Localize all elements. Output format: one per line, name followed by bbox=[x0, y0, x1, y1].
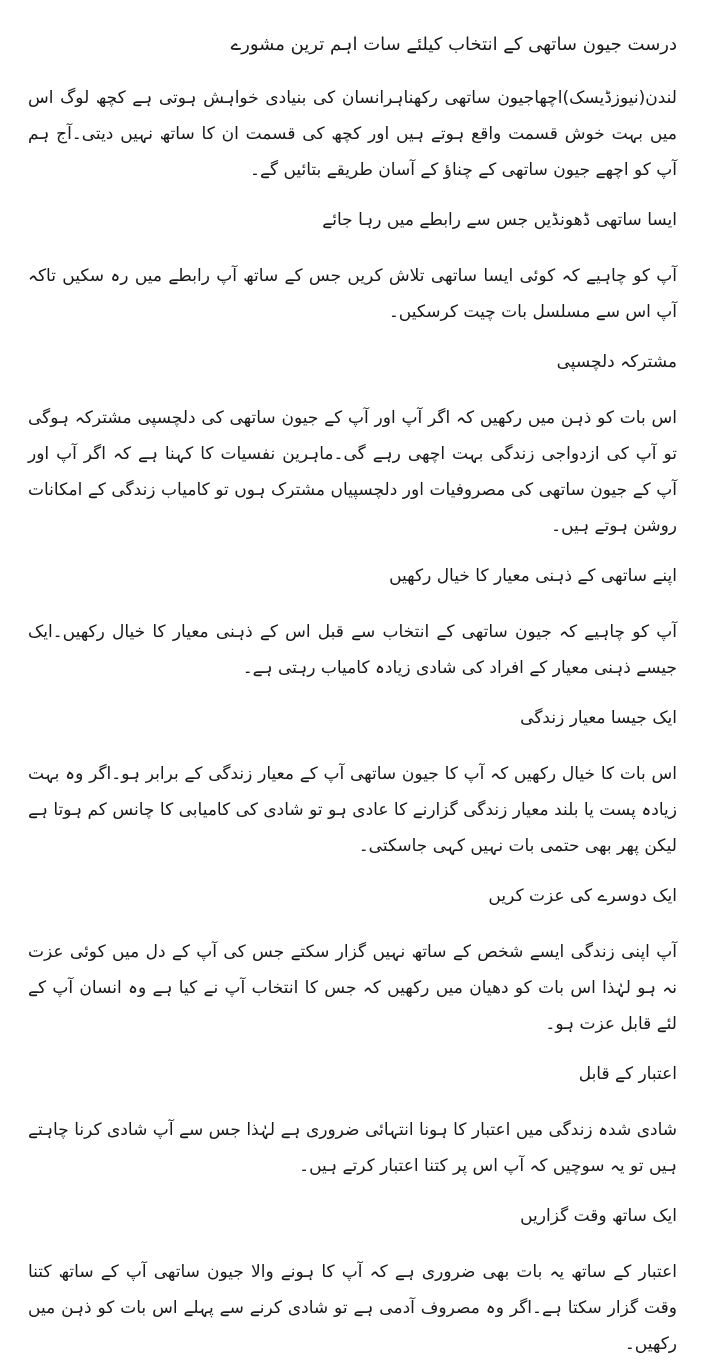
section-heading: ایسا ساتھی ڈھونڈیں جس سے رابطے میں رہا جائے bbox=[322, 210, 677, 230]
section-paragraph: آپ کو چاہیے کہ جیون ساتھی کے انتخاب سے قبل اس کے ذہنی معیار کا خیال رکھیں۔ایک جیسے ذہنی معیار کے افراد کی شادی زیادہ کامیاب رہتی ہے۔ bbox=[28, 622, 677, 678]
section-heading: اپنے ساتھی کے ذہنی معیار کا خیال رکھیں bbox=[389, 566, 677, 586]
section-heading: اعتبار کے قابل bbox=[578, 1064, 677, 1084]
section-heading: ایک دوسرے کی عزت کریں bbox=[488, 886, 677, 906]
article-title: درست جیون ساتھی کے انتخاب کیلئے سات اہم ترین مشورے bbox=[230, 34, 677, 55]
section-paragraph: شادی شدہ زندگی میں اعتبار کا ہونا انتہائی ضروری ہے لہٰذا جس سے آپ شادی کرنا چاہتے ہیں تو یہ سوچیں کہ آپ اس پر کتنا اعتبار کرتے ہیں۔ bbox=[28, 1120, 677, 1176]
section-paragraph: اس بات کا خیال رکھیں کہ آپ کا جیون ساتھی آپ کے معیار زندگی کے برابر ہو۔اگر وہ بہت زیادہ پست یا بلند معیار زندگی گزارنے کا عادی ہو تو شادی کی کامیابی کا چانس کم ہوتا ہے لیکن پھر بھی حتمی بات نہیں کہی جاسکتی۔ bbox=[28, 764, 677, 856]
section-paragraph: آپ اپنی زندگی ایسے شخص کے ساتھ نہیں گزار سکتے جس کی آپ کے دل میں کوئی عزت نہ ہو لہٰذا اس بات کو دھیان میں رکھیں کہ جس کا انتخاب آپ نے کیا ہے وہ انسان آپ کے لئے قابل عزت ہو۔ bbox=[28, 942, 677, 1034]
section-heading: مشترکہ دلچسپی bbox=[556, 352, 677, 372]
intro-paragraph: لندن(نیوزڈیسک)اچھاجیون ساتھی رکھناہرانسان کی بنیادی خواہش ہوتی ہے کچھ لوگ اس میں بہت خوش قسمت واقع ہوتے ہیں اور کچھ کی قسمت ان کا ساتھ نہیں دیتی۔آج ہم آپ کو اچھے جیون ساتھی کے چناؤ کے آسان طریقے بتائیں گے۔ bbox=[28, 88, 677, 180]
section-paragraph: آپ کو چاہیے کہ کوئی ایسا ساتھی تلاش کریں جس کے ساتھ آپ رابطے میں رہ سکیں تاکہ آپ اس سے مسلسل بات چیت کرسکیں۔ bbox=[28, 266, 677, 322]
section-paragraph: اعتبار کے ساتھ یہ بات بھی ضروری ہے کہ آپ کا ہونے والا جیون ساتھی آپ کے ساتھ کتنا وقت گزار سکتا ہے۔اگر وہ مصروف آدمی ہے تو شادی کرنے سے پہلے اس بات کو ذہن میں رکھیں۔ bbox=[28, 1262, 677, 1354]
section-heading: ایک جیسا معیار زندگی bbox=[520, 708, 677, 728]
section-heading: ایک ساتھ وقت گزاریں bbox=[520, 1206, 677, 1226]
section-paragraph: اس بات کو ذہن میں رکھیں کہ اگر آپ اور آپ کے جیون ساتھی کی دلچسپی مشترکہ ہوگی تو آپ کی ازدواجی زندگی بہت اچھی رہے گی۔ماہرین نفسیات کا کہنا ہے کہ اگر آپ اور آپ کے جیون ساتھی کی مصروفیات اور دلچسپیاں مشترک ہوں تو کامیاب زندگی کے امکانات روشن ہوتے ہیں۔ bbox=[28, 408, 677, 536]
